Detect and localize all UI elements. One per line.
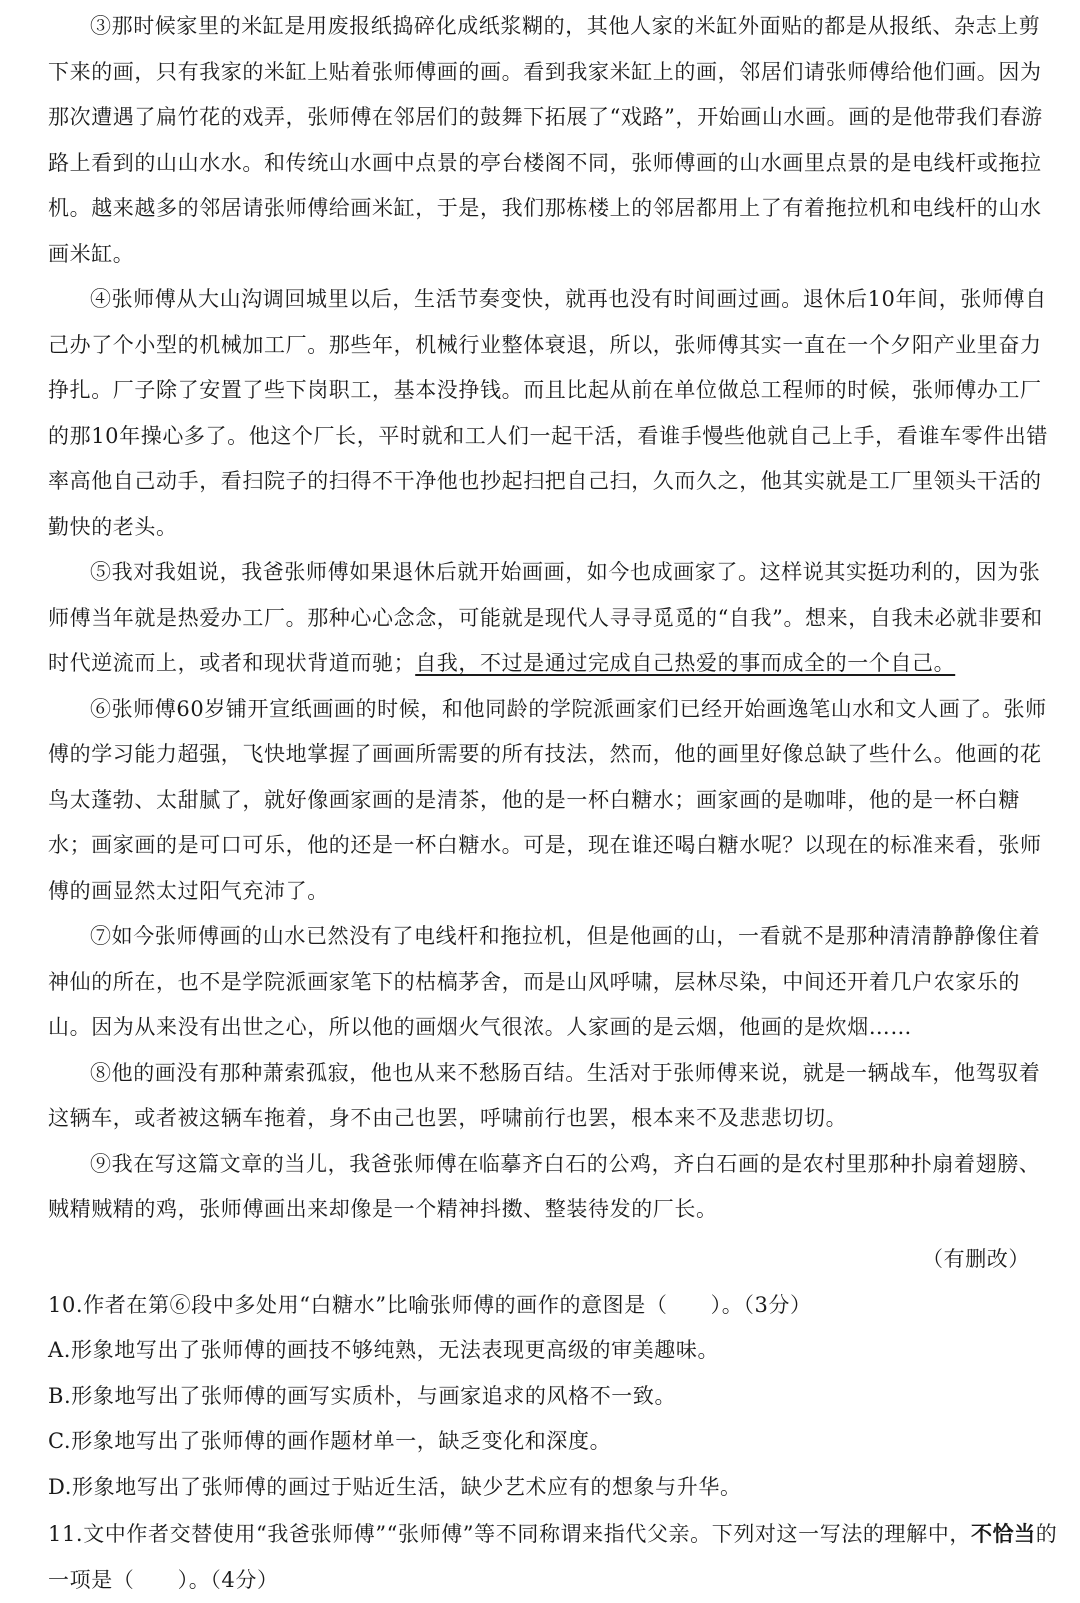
paragraph-5-text: ⑤我对我姐说，我爸张师傅如果退休后就开始画画，如今也成画家了。这样说其实挺功利的，因为张师傅当年就是热爱办工厂。那种心心念念，可能就是现代人寻寻觅觅的“自我”。想来，自我未必就非要和时代逆流而上，或者和现状背道而驰； (48, 560, 1043, 675)
paragraph-9: ⑨我在写这篇文章的当儿，我爸张师傅在临摹齐白石的公鸡，齐白石画的是农村里那种扑扇着翅膀、贼精贼精的鸡，张师傅画出来却像是一个精神抖擞、整装待发的厂长。 (48, 1151, 1041, 1221)
option-b: B.形象地写出了张师傅的画写实质朴，与画家追求的风格不一致。 (48, 1383, 677, 1408)
question-11-stem (48, 1511, 1058, 1603)
question-10 (48, 1283, 1058, 1511)
option-d: D.形象地写出了张师傅的画过于贴近生活，缺少艺术应有的想象与升华。 (48, 1474, 742, 1499)
question-11-emphasis: 不恰当 (970, 1521, 1036, 1546)
source-note: （有删改） (922, 1246, 1030, 1271)
paragraph-3: ③那时候家里的米缸是用废报纸捣碎化成纸浆糊的，其他人家的米缸外面贴的都是从报纸、杂志上剪下来的画，只有我家的米缸上贴着张师傅画的画。看到我家米缸上的画，邻居们请张师傅给他们画。因为那次遭遇了扁竹花的戏弄，张师傅在邻居们的鼓舞下拓展了“戏路”，开始画山水画。画的是他带我们春游路上看到的山山水水。和传统山水画中点景的亭台楼阁不同，张师傅画的山水画里点景的是电线杆或拖拉机。越来越多的邻居请张师傅给画米缸，于是，我们那栋楼上的邻居都用上了有着拖拉机和电线杆的山水画米缸。 (48, 14, 1043, 266)
question-11 (48, 1511, 1058, 1603)
paragraph-4: ④张师傅从大山沟调回城里以后，生活节奏变快，就再也没有时间画过画。退休后10年间，张师傅自己办了个小型的机械加工厂。那些年，机械行业整体衰退，所以，张师傅其实一直在一个夕阳产业里奋力挣扎。厂子除了安置了些下岗职工，基本没挣钱。而且比起从前在单位做总工程师的时候，张师傅办工厂的那10年操心多了。他这个厂长，平时就和工人们一起干活，看谁手慢些他就自己上手，看谁车零件出错率高他自己动手，看扫院子的扫得不干净他也抄起扫把自己扫，久而久之，他其实就是工厂里领头干活的勤快的老头。 (48, 287, 1048, 539)
underlined-sentence: 自我，不过是通过完成自己热爱的事而成全的一个自己。 (415, 651, 956, 675)
paragraph-8: ⑧他的画没有那种萧索孤寂，他也从来不愁肠百结。生活对于张师傅来说，就是一辆战车，他驾驭着这辆车，或者被这辆车拖着，身不由己也罢，呼啸前行也罢，根本来不及悲悲切切。 (48, 1060, 1041, 1130)
paragraph-5 (48, 550, 1058, 687)
paragraph-7: ⑦如今张师傅画的山水已然没有了电线杆和拖拉机，但是他画的山，一看就不是那种清清静静像住着神仙的所在，也不是学院派画家笔下的枯槁茅舍，而是山风呼啸，层林尽染，中间还开着几户农家乐的山。因为从来没有出世之心，所以他的画烟火气很浓。人家画的是云烟，他画的是炊烟…… (48, 924, 1041, 1039)
option-c: C.形象地写出了张师傅的画作题材单一，缺乏变化和深度。 (48, 1429, 612, 1453)
exam-page (0, 4, 1080, 1592)
paragraph-6: ⑥张师傅60岁铺开宣纸画画的时候，和他同龄的学院派画家们已经开始画逸笔山水和文人画了。张师傅的学习能力超强，飞快地掌握了画画所需要的所有技法，然而，他的画里好像总缺了些什么。他画的花鸟太蓬勃、太甜腻了，就好像画家画的是清茶，他的是一杯白糖水；画家画的是咖啡，他的是一杯白糖水；画家画的是可口可乐，他的还是一杯白糖水。可是，现在谁还喝白糖水呢？以现在的标准来看，张师傅的画显然太过阳气充沛了。 (48, 696, 1047, 903)
question-11-stem-text: 11.文中作者交替使用“我爸张师傅”“张师傅”等不同称谓来指代父亲。下列对这一写法的理解中， (48, 1522, 971, 1546)
question-11-stem-end: 的一项是（ ）。（4分） (48, 1522, 1058, 1592)
question-10-stem: 10.作者在第⑥段中多处用“白糖水”比喻张师傅的画作的意图是（ ）。（3分） (48, 1292, 812, 1317)
option-a: A.形象地写出了张师傅的画技不够纯熟，无法表现更高级的审美趣味。 (48, 1338, 720, 1362)
